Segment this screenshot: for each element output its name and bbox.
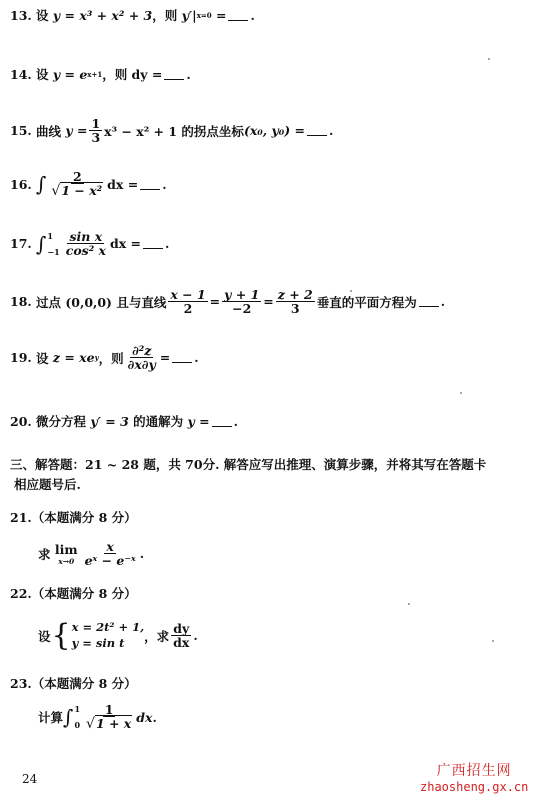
answer-blank	[419, 296, 439, 307]
fraction: $\frac{\text{sin x}}{\text{cos² x}}$	[65, 229, 106, 259]
fraction: $\frac{\text{∂²z}}{\partial x\partial y}$	[127, 343, 156, 373]
integral-limits: 1 0	[74, 704, 81, 731]
question-21-header: 21.（本题满分 8 分）	[10, 510, 137, 525]
fraction: $\frac{1}{√1 + x}$	[86, 702, 132, 733]
question-21-body: 求 lim x→0 $\frac{x}{\text{eˣ − e⁻ˣ}}$ .	[38, 539, 145, 569]
equation-system: x = 2t² + 1, y = sin t	[71, 620, 145, 650]
brace: {	[51, 617, 71, 653]
page-number: 24	[22, 772, 38, 786]
scan-speck	[488, 58, 490, 60]
integral-limits: 1 −1	[47, 230, 60, 257]
fraction: $\frac{y + 1}{-2}$	[224, 287, 260, 317]
limit: lim x→0	[54, 541, 78, 566]
answer-blank	[164, 69, 184, 80]
sqrt-sign: √	[86, 716, 95, 733]
answer-blank	[307, 125, 327, 136]
fraction: $\frac{x}{\text{eˣ − e⁻ˣ}}$	[84, 539, 136, 569]
question-13: 13. 设 y = x³ + x² + 3 ，则 y′| x=0 = .	[10, 7, 255, 23]
fraction: $\frac{z + 2}{3}$	[277, 287, 313, 317]
fraction: $\frac{x - 1}{2}$	[170, 287, 206, 317]
question-22-body: 设 { x = 2t² + 1, y = sin t ，求 $\frac{dy}{dx}$ .	[38, 617, 198, 653]
question-18: 18. 过点 (0,0,0) 且与直线 $\frac{x - 1}{2}$ = $\frac{y + 1}{-2}$ = $\frac{z + 2}{3}$ 垂直的平面方程为 .	[10, 287, 446, 317]
fraction: $\frac{1}{3}$	[91, 116, 101, 146]
sqrt-sign: √	[51, 183, 61, 200]
question-22-header: 22.（本题满分 8 分）	[10, 586, 137, 601]
answer-blank	[212, 416, 232, 427]
scan-speck	[460, 392, 462, 394]
answer-blank	[143, 238, 163, 249]
question-16: 16. ∫ $\frac{2}{\text{√1 − x²}}$ dx = .	[10, 169, 167, 200]
question-20: 20. 微分方程 y′ = 3 的通解为 y = .	[10, 413, 238, 429]
watermark: 广西招生网 zhaosheng.gx.cn	[420, 763, 529, 794]
answer-blank	[172, 352, 192, 363]
answer-blank	[228, 10, 248, 21]
answer-blank	[140, 179, 160, 190]
question-19: 19. 设 z = xe y ，则 $\frac{\text{∂²z}}{\partial x\partial y}$ = .	[10, 343, 199, 373]
question-23-body: 计算 ∫ 1 0 $\frac{1}{√1 + x}$ dx .	[38, 702, 157, 733]
scan-speck	[408, 603, 410, 605]
question-23-header: 23.（本题满分 8 分）	[10, 676, 137, 691]
section-3-instructions: 三、解答题：21 ~ 28 题，共 70分. 解答应写出推理、演算步骤，并将其写在答题卡 相应题号后.	[10, 457, 487, 492]
integral-sign: ∫	[63, 705, 74, 730]
scan-speck	[350, 290, 352, 292]
fraction: $\frac{2}{\text{√1 − x²}}$	[51, 169, 103, 200]
integral-sign: ∫	[36, 231, 47, 256]
integral-sign: ∫	[36, 172, 47, 197]
scan-speck	[492, 640, 494, 642]
question-14: 14. 设 y = e x+1 ，则 dy = .	[10, 66, 191, 82]
question-15: 15. 曲线 y = $\frac{1}{3}$ x³ − x² + 1 的拐点坐标 (x₀, y₀) = .	[10, 116, 334, 146]
question-17: 17. ∫ 1 −1 $\frac{\text{sin x}}{\text{cos² x}}$ dx = .	[10, 229, 170, 259]
fraction: $\frac{dy}{dx}$	[173, 620, 190, 651]
